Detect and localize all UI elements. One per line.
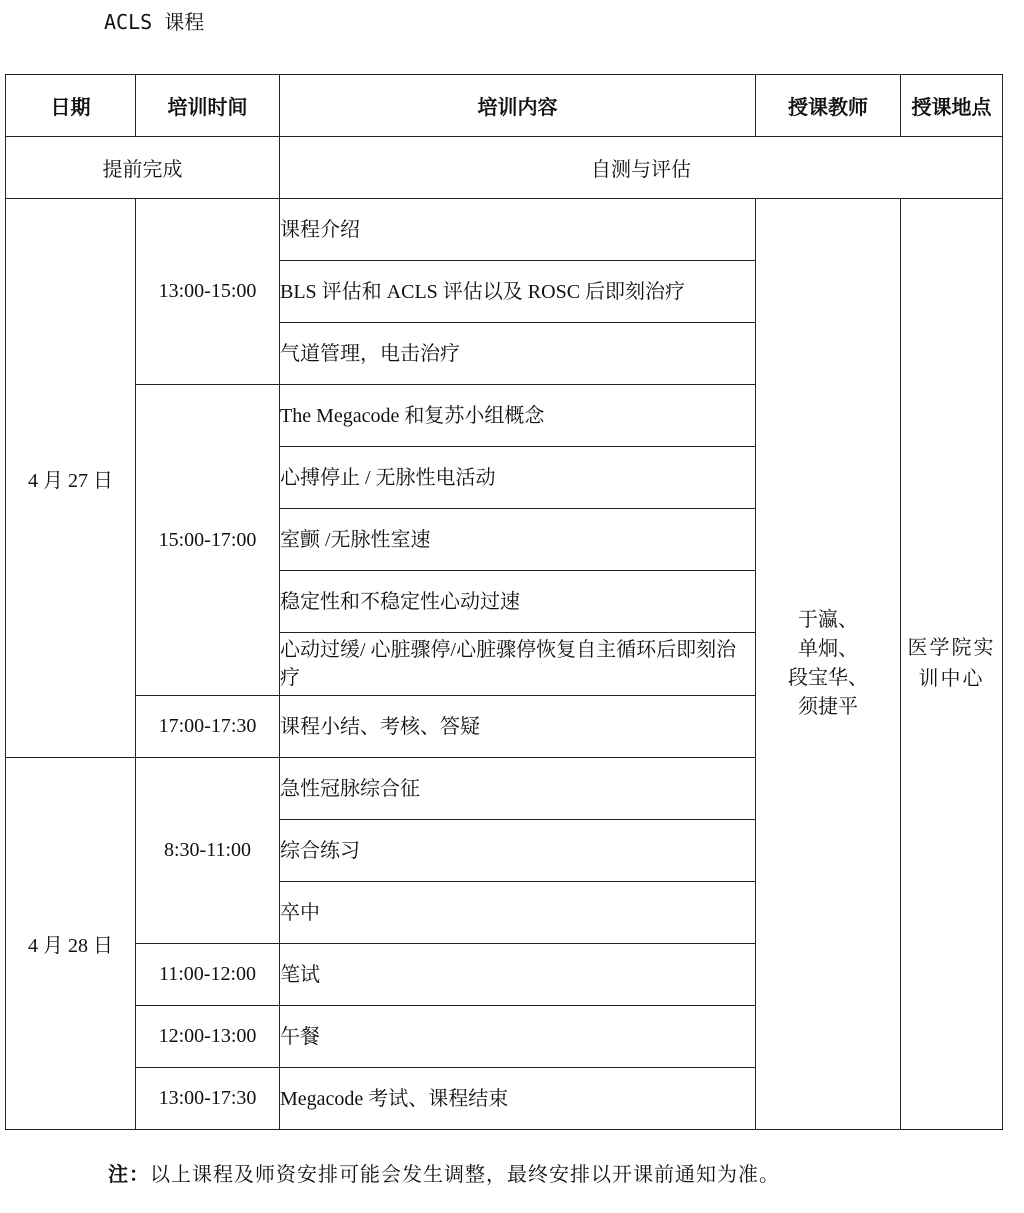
place-line: 训中心 [918,668,985,690]
day1-date: 4 月 27 日 [6,199,136,758]
day1-slot1-time: 13:00-15:00 [136,199,280,385]
teacher-cell [756,199,901,1130]
teacher-name: 单炯、 [798,638,858,660]
list-item: Megacode 考试、课程结束 [280,1068,756,1130]
day1-slot3-time: 17:00-17:30 [136,696,280,758]
list-item: 综合练习 [280,820,756,882]
list-item: 急性冠脉综合征 [280,758,756,820]
day2-slot4-time: 13:00-17:30 [136,1068,280,1130]
day2-slot2-time: 11:00-12:00 [136,944,280,1006]
list-item: 稳定性和不稳定性心动过速 [280,571,756,633]
list-item: 气道管理，电击治疗 [280,323,756,385]
table-row [6,199,1003,261]
place-cell [901,199,1003,1130]
teacher-name: 须捷平 [798,696,858,718]
list-item: 课程介绍 [280,199,756,261]
schedule-table [5,74,1003,1130]
list-item: 午餐 [280,1006,756,1068]
pre-row [6,137,1003,199]
list-item: 笔试 [280,944,756,1006]
list-item: 心动过缓/ 心脏骤停/心脏骤停恢复自主循环后即刻治疗 [280,633,756,696]
footnote [108,1158,780,1187]
list-item: 心搏停止 / 无脉性电活动 [280,447,756,509]
header-date: 日期 [6,75,136,137]
list-item: BLS 评估和 ACLS 评估以及 ROSC 后即刻治疗 [280,261,756,323]
teacher-name: 段宝华、 [788,667,868,689]
day1-slot2-time: 15:00-17:00 [136,385,280,696]
list-item: The Megacode 和复苏小组概念 [280,385,756,447]
day2-date: 4 月 28 日 [6,758,136,1130]
place-line: 医学院实 [907,637,996,659]
teacher-name: 于瀛、 [798,609,858,631]
day2-slot3-time: 12:00-13:00 [136,1006,280,1068]
list-item: 室颤 /无脉性室速 [280,509,756,571]
page-title: ACLS 课程 [104,10,205,34]
header-teacher: 授课教师 [756,75,901,137]
footnote-text: 以上课程及师资安排可能会发生调整，最终安排以开课前通知为准。 [150,1164,780,1186]
header-place: 授课地点 [901,75,1003,137]
pre-label: 提前完成 [6,137,280,199]
list-item: 课程小结、考核、答疑 [280,696,756,758]
day2-slot1-time: 8:30-11:00 [136,758,280,944]
header-time: 培训时间 [136,75,280,137]
header-content: 培训内容 [280,75,756,137]
header-row [6,75,1003,137]
list-item: 卒中 [280,882,756,944]
footnote-label: 注： [108,1162,150,1186]
pre-content: 自测与评估 [280,137,1003,199]
